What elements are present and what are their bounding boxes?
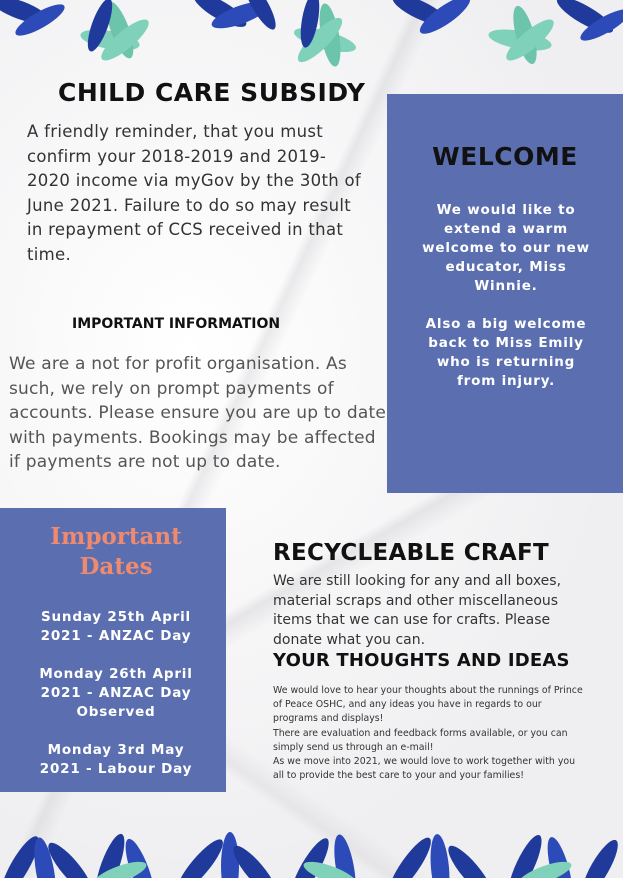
leaf-cluster-bottom-2 — [90, 831, 160, 878]
leaf-cluster-bottom-5 — [383, 833, 497, 878]
important-dates-title-line: Important — [50, 523, 182, 550]
welcome-text — [417, 201, 595, 410]
leaf-cluster-top-6 — [487, 0, 623, 66]
thoughts-paragraph: We would love to hear your thoughts about the runnings of Prince of Peace OSHC, and any ideas you have in regards to our programs and displays! — [273, 685, 583, 725]
welcome-panel — [387, 94, 623, 493]
important-dates-title — [0, 522, 232, 582]
leaf-cluster-bottom-1 — [0, 832, 97, 878]
thoughts-ideas-title: YOUR THOUGHTS AND IDEAS — [273, 650, 570, 671]
leaf-cluster-top-5 — [389, 0, 475, 40]
welcome-paragraph: Also a big welcome back to Miss Emily who is returning from injury. — [425, 316, 587, 389]
leaf-cluster-bottom-6 — [502, 831, 623, 878]
important-dates-title-line: Dates — [79, 553, 153, 580]
child-care-subsidy-text: A friendly reminder, that you must confirm your 2018-2019 and 2019-2020 income via myGov by the 30th of June 2021. Failure to do so may result in repayment of CCS received in that time. — [27, 122, 362, 264]
bottom-floral-decoration — [0, 786, 623, 878]
recycleable-craft-text: We are still looking for any and all boxes, material scraps and other miscellaneous items that we can use for crafts. Please donate what you can. — [273, 573, 562, 648]
top-floral-decoration — [0, 0, 623, 80]
leaf-cluster-top-3 — [190, 0, 281, 34]
thoughts-ideas-text — [273, 684, 583, 783]
leaf-cluster-top-1 — [0, 0, 68, 41]
thoughts-paragraph: There are evaluation and feedback forms available, or you can simply send us through an e-mail! — [273, 727, 568, 753]
welcome-paragraph: We would like to extend a warm welcome to our new educator, Miss Winnie. — [422, 202, 590, 294]
child-care-subsidy-title: CHILD CARE SUBSIDY — [58, 78, 366, 107]
recycleable-craft-title: RECYCLEABLE CRAFT — [273, 540, 549, 566]
important-information-text: We are a not for profit organisation. As such, we rely on prompt payments of accounts. Please ensure you are up to date with payments. Bookings may be affected if payments are not up to date. — [9, 354, 387, 472]
date-item: Monday 3rd May 2021 - Labour Day — [39, 742, 193, 777]
important-dates-panel — [0, 508, 226, 792]
important-dates-list — [26, 608, 206, 798]
important-information-title: IMPORTANT INFORMATION — [72, 316, 281, 332]
date-item: Monday 26th April 2021 - ANZAC Day Observed — [39, 666, 193, 720]
thoughts-paragraph: As we move into 2021, we would love to work together with you all to provide the best care to your and your families! — [273, 756, 576, 782]
welcome-title: WELCOME — [432, 142, 578, 171]
leaf-cluster-top-4 — [292, 0, 358, 68]
leaf-cluster-top-2 — [79, 0, 154, 66]
leaf-cluster-bottom-3 — [171, 832, 282, 878]
date-item: Sunday 25th April 2021 - ANZAC Day — [40, 609, 192, 644]
leaf-cluster-bottom-4 — [285, 833, 360, 878]
